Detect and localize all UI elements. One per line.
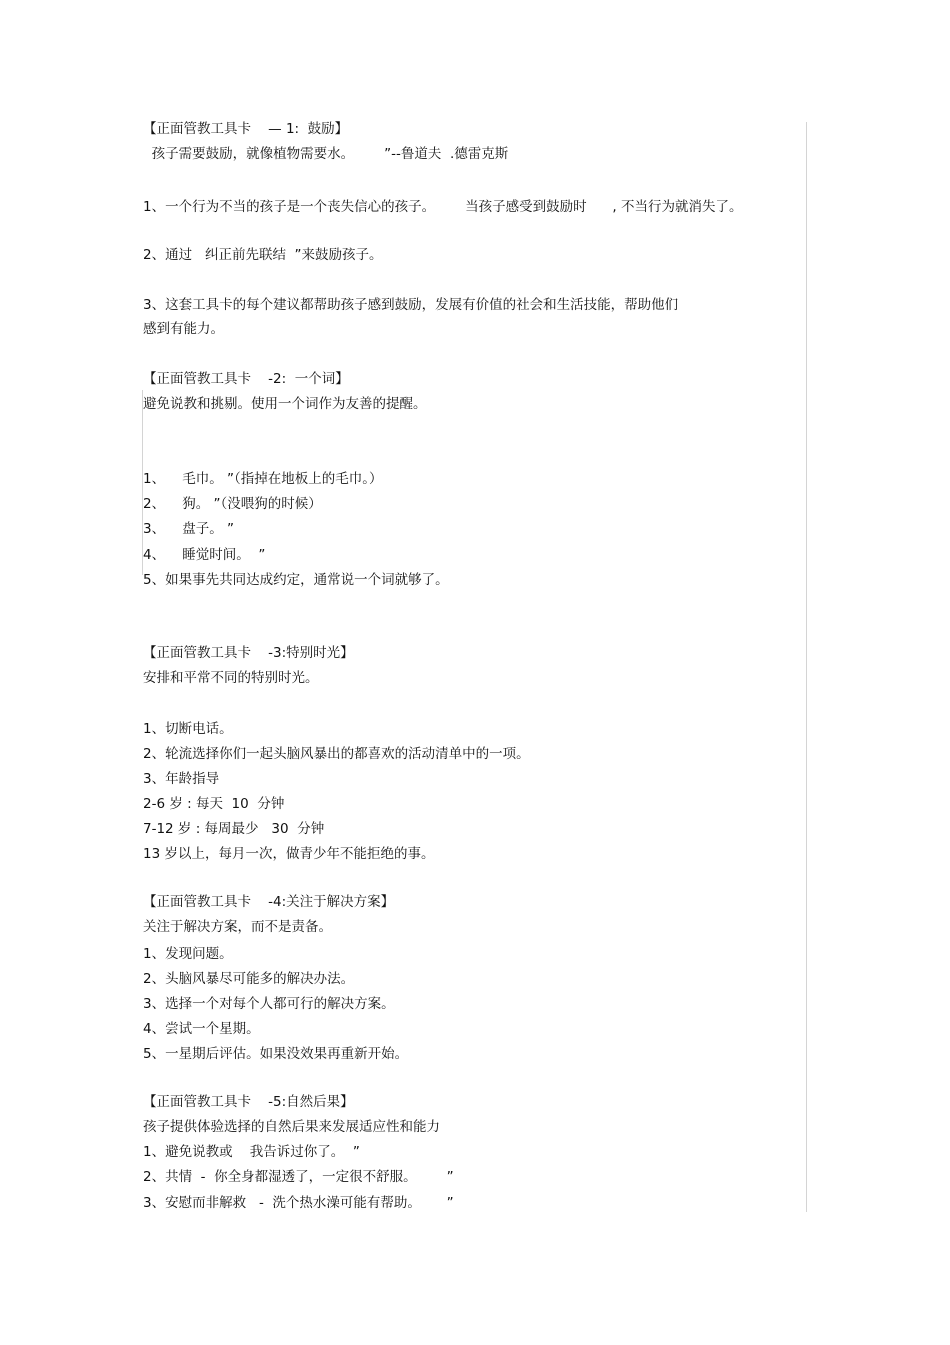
card-2-item-3: 3、 盘子。 ” [143, 521, 235, 537]
card-3-item-1: 1、切断电话。 [143, 721, 233, 737]
card-3-intro: 安排和平常不同的特别时光。 [143, 670, 319, 686]
card-4-item-1: 1、发现问题。 [143, 946, 233, 962]
card-5-item-1: 1、避免说教或 我告诉过你了。 ” [143, 1144, 360, 1160]
card-3-age-2: 7-12 岁 : 每周最少 30 分钟 [143, 821, 325, 837]
card-2-item-5: 5、如果事先共同达成约定，通常说一个词就够了。 [143, 572, 449, 588]
card-3-age-3: 13 岁以上，每月一次，做青少年不能拒绝的事。 [143, 846, 435, 862]
card-1-item-1: 1、一个行为不当的孩子是一个丧失信心的孩子。 当孩子感受到鼓励时 , 不当行为就消失了。 [143, 199, 743, 215]
card-4-intro: 关注于解决方案，而不是责备。 [143, 919, 332, 935]
card-1-item-3: 3、这套工具卡的每个建议都帮助孩子感到鼓励，发展有价值的社会和生活技能，帮助他们 [143, 297, 679, 313]
card-4-item-2: 2、头脑风暴尽可能多的解决办法。 [143, 971, 355, 987]
card-3-age-1: 2-6 岁 : 每天 10 分钟 [143, 796, 285, 812]
card-5-heading: 【正面管教工具卡 -5:自然后果】 [143, 1094, 354, 1110]
card-4-item-5: 5、一星期后评估。如果没效果再重新开始。 [143, 1046, 409, 1062]
card-2-item-1: 1、 毛巾。 ”（指掉在地板上的毛巾。） [143, 471, 383, 487]
card-2-intro: 避免说教和挑剔。使用一个词作为友善的提醒。 [143, 396, 427, 412]
card-4-item-4: 4、尝试一个星期。 [143, 1021, 260, 1037]
card-3-item-2: 2、轮流选择你们一起头脑风暴出的都喜欢的活动清单中的一项。 [143, 746, 530, 762]
card-5-item-2: 2、共情 - 你全身都湿透了，一定很不舒服。 ” [143, 1169, 454, 1185]
card-3-item-3: 3、年龄指导 [143, 771, 220, 787]
card-1-quote: 孩子需要鼓励，就像植物需要水。 ”--鲁道夫 .德雷克斯 [143, 146, 509, 162]
card-3-heading: 【正面管教工具卡 -3:特别时光】 [143, 645, 354, 661]
card-2-heading: 【正面管教工具卡 -2: 一个词】 [143, 371, 349, 387]
card-1-heading: 【正面管教工具卡 — 1: 鼓励】 [143, 121, 349, 137]
card-5-intro: 孩子提供体验选择的自然后果来发展适应性和能力 [143, 1119, 440, 1135]
card-4-heading: 【正面管教工具卡 -4:关注于解决方案】 [143, 894, 395, 910]
card-2-item-4: 4、 睡觉时间。 ” [143, 547, 266, 563]
card-1-item-2: 2、通过 纠正前先联结 ”来鼓励孩子。 [143, 247, 383, 263]
card-1-item-3-cont: 感到有能力。 [143, 321, 224, 337]
card-2-item-2: 2、 狗。 ”（没喂狗的时候） [143, 496, 322, 512]
card-5-item-3: 3、安慰而非解救 - 洗个热水澡可能有帮助。 ” [143, 1195, 454, 1211]
card-4-item-3: 3、选择一个对每个人都可行的解决方案。 [143, 996, 395, 1012]
right-margin-rule [806, 122, 807, 1212]
